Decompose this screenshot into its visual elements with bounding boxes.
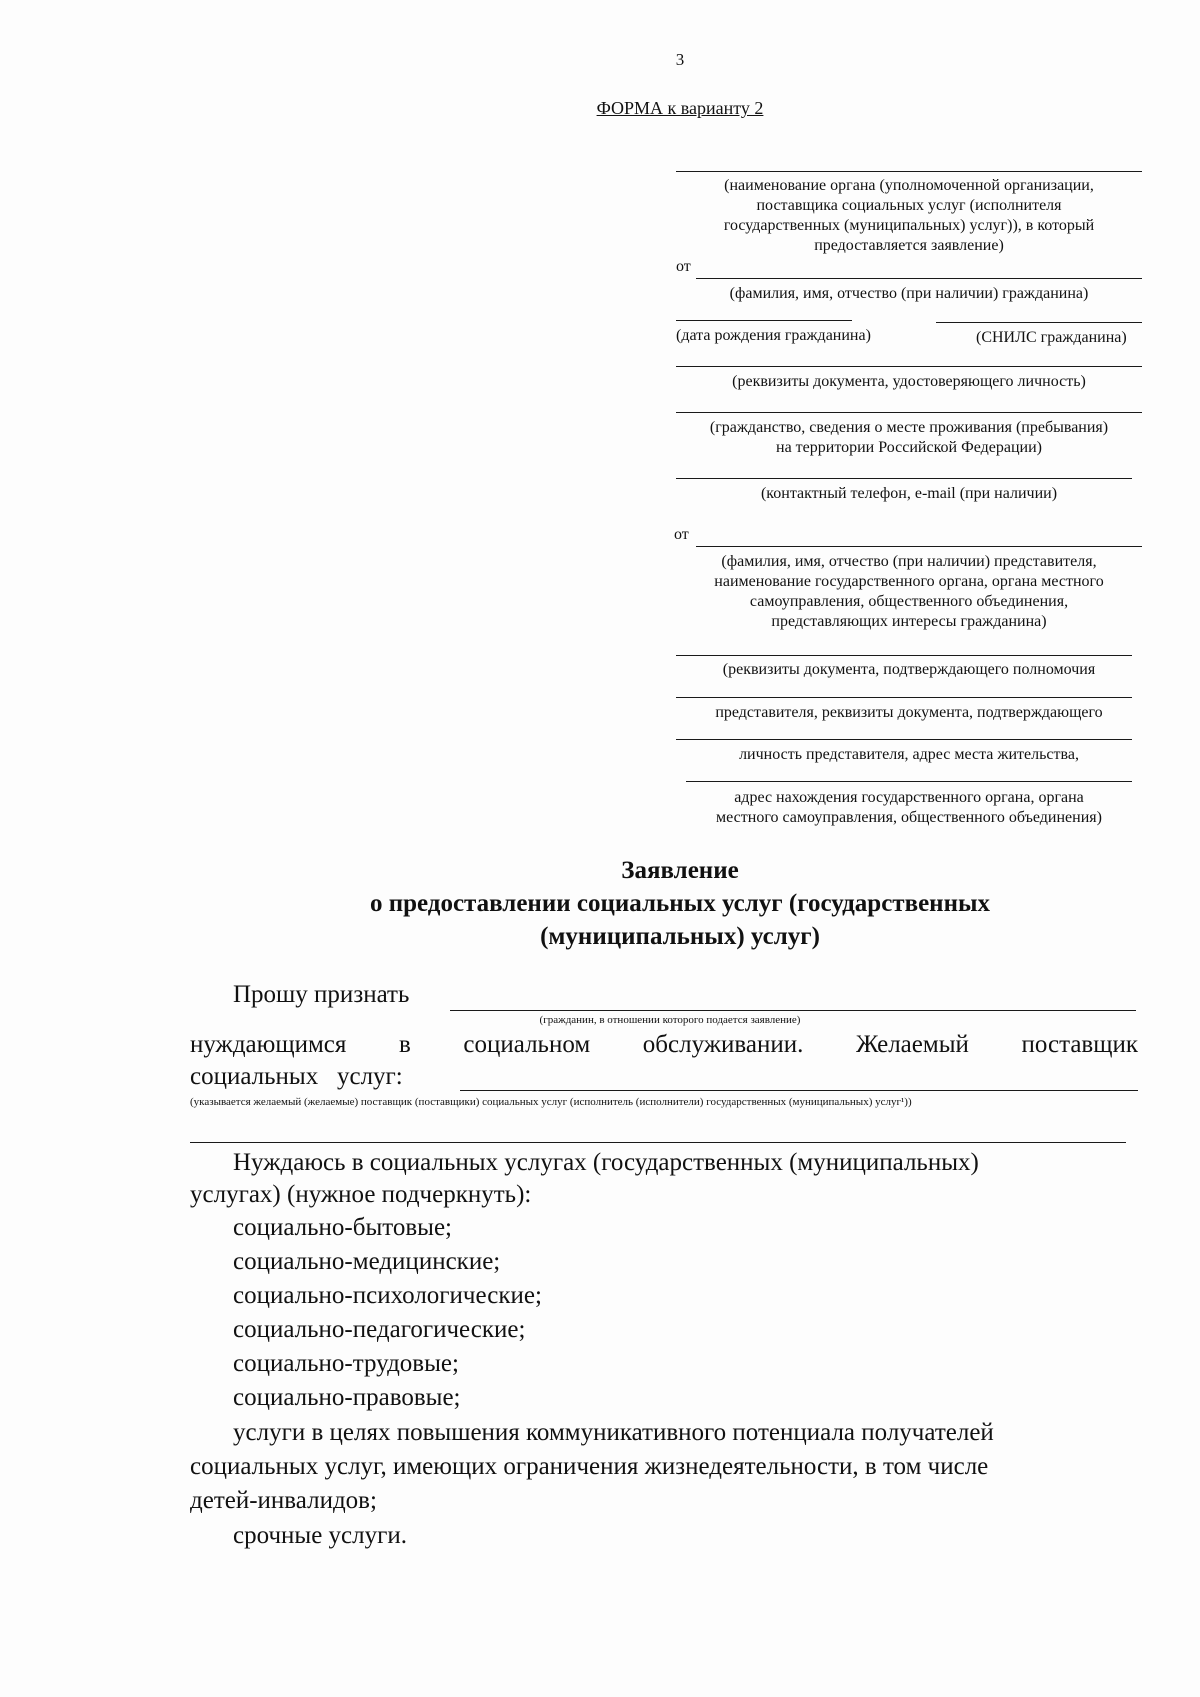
contact-caption: (контактный телефон, e-mail (при наличии)	[760, 485, 1058, 502]
need-line-1: Нуждаюсь в социальных услугах (государственных (муниципальных)	[233, 1149, 979, 1176]
fio-caption: (фамилия, имя, отчество (при наличии) гражданина)	[729, 285, 1089, 302]
rep-doc-caption: представителя, реквизиты документа, подтверждающего	[715, 704, 1103, 721]
citizen-name-field[interactable]	[450, 1010, 1136, 1011]
urgent-service[interactable]: срочные услуги.	[233, 1522, 407, 1549]
need-line-2: услугах) (нужное подчеркнуть):	[190, 1181, 532, 1208]
provider-label: социальных услуг:	[190, 1063, 403, 1090]
document-title	[160, 854, 1200, 953]
service-item[interactable]: социально-педагогические;	[233, 1316, 526, 1343]
provider-field-continuation[interactable]	[190, 1142, 1126, 1143]
identity-doc-caption: (реквизиты документа, удостоверяющего личность)	[732, 373, 1086, 390]
authority-doc-line[interactable]	[676, 655, 1132, 656]
citizenship-caption: (гражданство, сведения о месте проживания (пребывания) на территории Российской Федерации)	[709, 419, 1109, 456]
page-number: 3	[675, 50, 685, 69]
needing-line: нуждающимся в социальном обслуживании. Желаемый поставщик	[190, 1031, 1138, 1058]
communication-service-line-1[interactable]: услуги в целях повышения коммуникативного потенциала получателей	[233, 1419, 994, 1446]
representative-caption: (фамилия, имя, отчество (при наличии) представителя, наименование государственного органа, органа местного самоуправления, общественного объединения, представляющих интересы гражданина)	[714, 553, 1104, 630]
contact-line[interactable]	[676, 478, 1132, 479]
birthdate-line[interactable]	[676, 320, 852, 321]
representative-line[interactable]	[696, 546, 1142, 547]
provider-field[interactable]	[460, 1090, 1138, 1091]
snils-caption: (СНИЛС гражданина)	[976, 329, 1127, 346]
organ-caption: (наименование органа (уполномоченной организации, поставщика социальных услуг (исполнителя государственных (муниципальных) услуг)), в который предоставляется заявление)	[723, 177, 1095, 254]
identity-doc-line[interactable]	[676, 366, 1142, 367]
address-caption: адрес нахождения государственного органа, органа местного самоуправления, общественного объединения)	[716, 789, 1102, 826]
organ-line[interactable]	[676, 171, 1142, 172]
request-label: Прошу признать	[233, 981, 410, 1008]
citizenship-line[interactable]	[676, 412, 1142, 413]
communication-service-line-3[interactable]: детей-инвалидов;	[190, 1487, 377, 1514]
citizen-caption: (гражданин, в отношении которого подается заявление)	[539, 1014, 801, 1026]
service-item[interactable]: социально-правовые;	[233, 1384, 461, 1411]
citizen-fio-line[interactable]	[696, 278, 1142, 279]
title-line-3: (муниципальных) услуг)	[540, 923, 820, 950]
from-label: от	[676, 258, 691, 275]
service-item[interactable]: социально-трудовые;	[233, 1350, 459, 1377]
provider-caption: (указывается желаемый (желаемые) поставщик (поставщики) социальных услуг (исполнитель (исполнители) государственных (муниципальных) услуг¹))	[190, 1096, 912, 1108]
authority-doc-caption: (реквизиты документа, подтверждающего полномочия	[722, 661, 1096, 678]
communication-service-line-2[interactable]: социальных услуг, имеющих ограничения жизнедеятельности, в том числе	[190, 1453, 989, 1480]
title-line-1: Заявление	[621, 857, 739, 884]
birthdate-caption: (дата рождения гражданина)	[676, 327, 871, 344]
title-line-2: о предоставлении социальных услуг (государственных	[369, 890, 990, 917]
form-label: ФОРМА к варианту 2	[596, 98, 764, 118]
rep-identity-caption: личность представителя, адрес места жительства,	[739, 746, 1079, 763]
address-line[interactable]	[686, 781, 1132, 782]
rep-identity-line[interactable]	[676, 739, 1132, 740]
rep-doc-line[interactable]	[676, 697, 1132, 698]
from-label-2: от	[674, 526, 689, 543]
snils-line[interactable]	[936, 322, 1142, 323]
service-item[interactable]: социально-медицинские;	[233, 1248, 501, 1275]
service-item[interactable]: социально-бытовые;	[233, 1214, 453, 1241]
service-item[interactable]: социально-психологические;	[233, 1282, 542, 1309]
